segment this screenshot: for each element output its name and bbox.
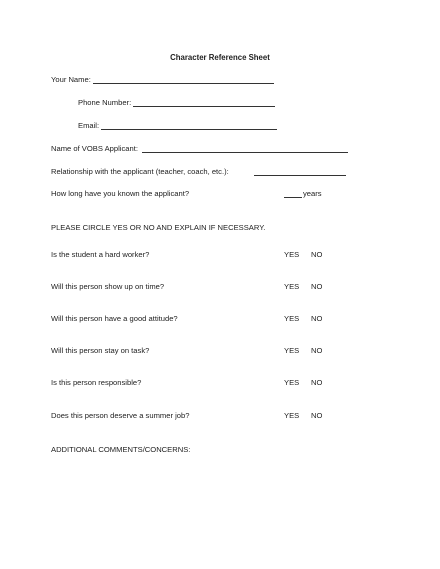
your-name-label: Your Name: [51, 75, 91, 84]
yes-option[interactable]: YES [284, 378, 300, 387]
instruction-text: PLEASE CIRCLE YES OR NO AND EXPLAIN IF NECESSARY. [51, 223, 266, 232]
no-option[interactable]: NO [311, 250, 323, 259]
question-text: Is this person responsible? [51, 378, 142, 387]
applicant-name-label: Name of VOBS Applicant: [51, 144, 138, 153]
phone-number-line[interactable] [133, 106, 275, 107]
years-line[interactable] [284, 197, 302, 198]
email-line[interactable] [101, 129, 277, 130]
relationship-line[interactable] [254, 175, 346, 176]
question-text: Does this person deserve a summer job? [51, 411, 190, 420]
no-option[interactable]: NO [311, 314, 323, 323]
question-text: Will this person show up on time? [51, 282, 165, 291]
comments-label: ADDITIONAL COMMENTS/CONCERNS: [51, 445, 191, 454]
yes-option[interactable]: YES [284, 411, 300, 420]
yes-option[interactable]: YES [284, 346, 300, 355]
question-text: Will this person have a good attitude? [51, 314, 178, 323]
your-name-line[interactable] [93, 83, 274, 84]
applicant-name-line[interactable] [142, 152, 348, 153]
email-label: Email: [78, 121, 100, 130]
relationship-label: Relationship with the applicant (teacher, coach, etc.): [51, 167, 229, 176]
yes-option[interactable]: YES [284, 314, 300, 323]
question-text: Will this person stay on task? [51, 346, 150, 355]
no-option[interactable]: NO [311, 346, 323, 355]
how-long-label: How long have you known the applicant? [51, 189, 190, 198]
yes-option[interactable]: YES [284, 282, 300, 291]
no-option[interactable]: NO [311, 282, 323, 291]
years-label: years [303, 189, 322, 198]
no-option[interactable]: NO [311, 378, 323, 387]
yes-option[interactable]: YES [284, 250, 300, 259]
question-text: Is the student a hard worker? [51, 250, 150, 259]
phone-number-label: Phone Number: [78, 98, 132, 107]
no-option[interactable]: NO [311, 411, 323, 420]
page-title: Character Reference Sheet [170, 53, 270, 62]
